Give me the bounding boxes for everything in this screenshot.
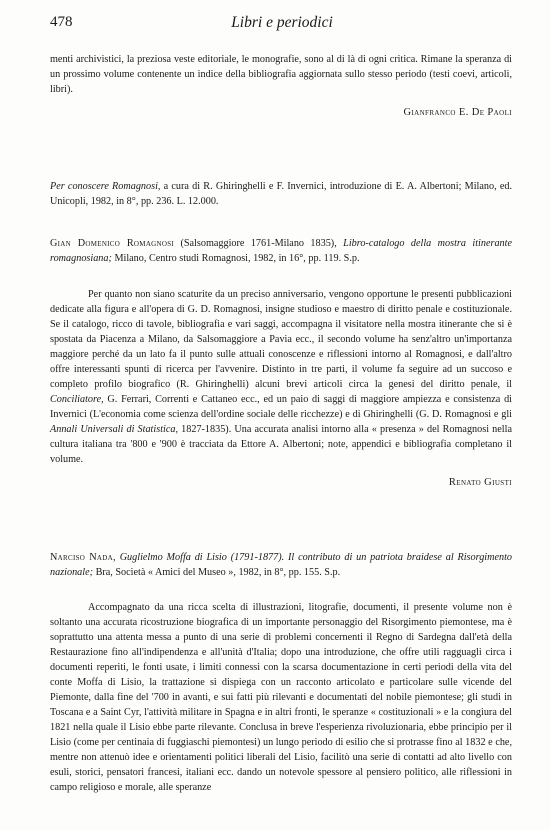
book-details: Bra, Società « Amici del Museo », 1982, in 8°, pp. 155. S.p. bbox=[93, 567, 341, 578]
review-body: Accompagnato da una ricca scelta di illustrazioni, litografie, documenti, il presente volume non è soltanto una accurata ricostruzione biografica di un importante personaggio del Risorgimento piemontese, ma è soprattutto una attenta messa a punto di una serie di problemi concernenti il Regno di Sardegna dall'età della Restaurazione fino all'indipendenza e all'unità d'Italia; dopo una introduzione, che offre utili ragguagli circa i documenti reperiti, le fonti usate, i limiti connessi con la scarsa documentazione in certi periodi della vita del conte Moffa di Lisio, la trattazione si dispiega con un racconto articolato e particolare sulle vicende del Piemonte, dalla fine del '700 in avanti, e sui fatti più rilevanti e documentati del nobile piemontese; gli studi in Toscana e a Saint Cyr, l'attività militare in Spagna e in altri fronti, le speranze « costituzionali » e la congiura del 1821 nella quale il Lisio ebbe parte rilevante. Conclusa in breve l'esperienza rivoluzionaria, ebbe principio per il Lisio (come per centinaia di fuggiaschi piemontesi) un lungo periodo di esilio che si protrasse fino al 1832 e che, mentre non attenuò idee e orientamenti politici liberali del Lisio, facilitò una serie di contatti ad alto livello con esuli, storici, pensatori francesi, italiani ecc. dando un notevole spessore al pensiero politico, alle riflessioni in campo religioso e morale, alle speranze bbox=[50, 602, 512, 793]
previous-review-ending bbox=[50, 52, 512, 120]
book-details: Milano, Centro studi Romagnosi, 1982, in 16°, pp. 119. S.p. bbox=[111, 253, 360, 264]
page-header bbox=[50, 14, 514, 34]
author-name: Gian Domenico Romagnosi bbox=[50, 238, 175, 249]
book-title: Per conoscere Romagnosi, bbox=[50, 181, 161, 192]
review-romagnosi bbox=[50, 287, 512, 490]
author-name: Narciso Nada, bbox=[50, 552, 116, 563]
biblio-entry-moffa-di-lisio bbox=[50, 550, 512, 580]
book-title: Guglielmo Moffa di Lisio (1791-1877). Il contributo di un patriota braidese al Risorgimento nazionale; bbox=[50, 552, 513, 578]
page-number: 478 bbox=[50, 14, 73, 30]
signature-de-paoli: Gianfranco E. De Paoli bbox=[403, 107, 512, 118]
author-dates: (Salsomaggiore 1761-Milano 1835), bbox=[174, 238, 344, 249]
running-title: Libri e periodici bbox=[231, 14, 333, 31]
book-details: a cura di R. Ghiringhelli e F. Invernici, introduzione di E. A. Albertoni; Milano, ed. Unicopli, 1982, in 8°, pp. 236. L. 12.000. bbox=[50, 181, 512, 207]
biblio-entry-per-conoscere-romagnosi bbox=[50, 179, 512, 209]
book-title: Libro-catalogo della mostra itinerante romagnosiana; bbox=[50, 238, 512, 264]
review-moffa-di-lisio bbox=[50, 600, 512, 795]
biblio-entry-libro-catalogo bbox=[50, 236, 512, 266]
previous-review-text: menti archivistici, la preziosa veste editoriale, le monografie, sono al di là di ogni critica. Rimane la speranza di un prossimo volume contenente un indice della bibliografia aggiornata sullo stesso periodo (testi coevi, articoli, libri). bbox=[50, 54, 512, 95]
signature-giusti: Renato Giusti bbox=[448, 477, 512, 488]
review-body: Per quanto non siano scaturite da un preciso anniversario, vengono opportune le presenti pubblicazioni dedicate alla figura e all'opera di G. D. Romagnosi, insigne studioso e maestro di diritto penale e costituzionale. Se il catalogo, ricco di tavole, bibliografia e vari saggi, accompagna il visitatore nella mostra itinerante che si è spostata da Piacenza a Milano, da Salsomaggiore a Pavia ecc., il secondo volume ha senz'altro un'importanza maggiore perché da un lato fa il punto sulle attuali conoscenze e riflessioni intorno al Romagnosi, e dall'altro offre interessanti spunti di ricerca per l'avvenire. Distinto in tre parti, il volume fa seguire ad un succoso e completo profilo biografico (R. Ghiringhelli) alcuni brevi articoli circa la genesi del diritto penale, il Conciliatore, G. Ferrari, Correnti e Cattaneo ecc., ed un paio di saggi di maggiore ampiezza e consistenza di Invernici (L'economia come scienza dell'ordine sociale delle ricchezze) e di Ghiringhelli (G. D. Romagnosi e gli Annali Universali di Statistica, 1827-1835). Una accurata analisi intorno alla « presenza » del Romagnosi nella cultura italiana tra '800 e '900 è tracciata da Ettore A. Albertoni; note, appendici e bibliografia completano il volume. bbox=[50, 289, 512, 465]
